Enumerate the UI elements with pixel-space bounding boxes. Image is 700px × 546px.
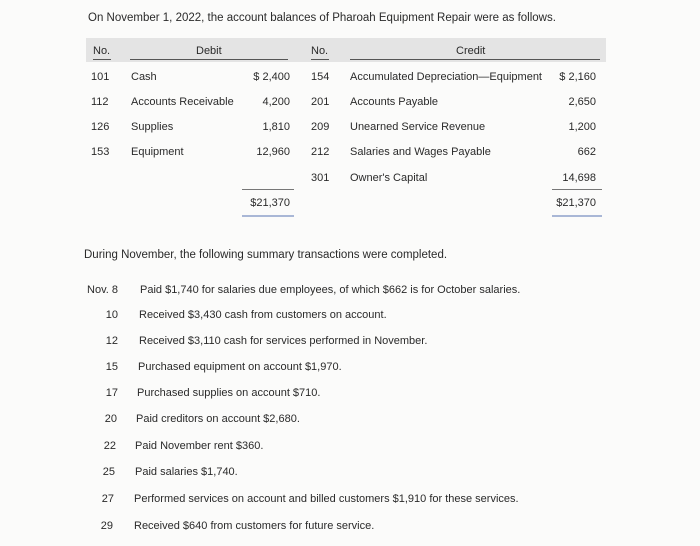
transaction-text: Performed services on account and billed customers $1,910 for these services. (134, 493, 519, 505)
transaction-text: Received $3,430 cash from customers on account. (139, 309, 387, 321)
header-no-left-underline (93, 59, 111, 60)
header-credit-underline (350, 59, 600, 60)
debit-row-no: 126 (91, 121, 110, 133)
debit-row-account: Cash (131, 71, 157, 83)
header-credit: Credit (456, 45, 486, 57)
credit-row-account: Unearned Service Revenue (350, 121, 486, 133)
debit-row-amount: 12,960 (256, 146, 290, 158)
transaction-text: Paid salaries $1,740. (135, 466, 238, 478)
credit-row-amount: 2,650 (568, 96, 596, 108)
transaction-date: 27 (101, 493, 114, 505)
header-debit: Debit (196, 45, 222, 57)
transaction-date: 25 (102, 466, 115, 478)
transaction-text: Purchased equipment on account $1,970. (138, 361, 342, 373)
debit-row-amount: 1,810 (262, 121, 290, 133)
credit-row-no: 212 (311, 146, 330, 158)
debit-row-account: Accounts Receivable (131, 96, 234, 108)
debit-total: $21,370 (250, 197, 290, 209)
credit-row-account: Accumulated Depreciation—Equipment (350, 71, 542, 83)
credit-row-account: Accounts Payable (350, 96, 439, 108)
credit-total-double-rule (552, 215, 602, 217)
transaction-text: Paid $1,740 for salaries due employees, of which $662 is for October salaries. (140, 284, 521, 296)
credit-total-rule (552, 189, 602, 190)
transaction-text: Purchased supplies on account $710. (137, 387, 321, 399)
credit-row-no: 154 (311, 71, 330, 83)
transaction-date: 12 (105, 335, 118, 347)
debit-row-no: 112 (91, 96, 109, 108)
transaction-text: Paid creditors on account $2,680. (136, 413, 300, 425)
header-no-right-underline (311, 59, 329, 60)
credit-row-amount: 662 (577, 146, 596, 158)
credit-row-no: 301 (311, 172, 330, 184)
transaction-text: Received $3,110 cash for services performed in November. (139, 335, 428, 347)
transaction-text: Paid November rent $360. (135, 440, 264, 452)
transaction-date: 15 (105, 361, 118, 373)
transaction-date: 10 (105, 309, 118, 321)
debit-row-account: Supplies (131, 121, 174, 133)
credit-total: $21,370 (556, 197, 596, 209)
debit-row-amount: $ 2,400 (253, 71, 290, 83)
credit-row-amount: 14,698 (562, 172, 596, 184)
credit-row-amount: 1,200 (568, 121, 596, 133)
credit-row-amount: $ 2,160 (559, 71, 596, 83)
transaction-date: 17 (105, 387, 118, 399)
transaction-date: Nov. 8 (87, 284, 118, 296)
intro-text: On November 1, 2022, the account balances of Pharoah Equipment Repair were as follows. (88, 12, 556, 24)
credit-row-account: Owner's Capital (350, 172, 428, 184)
during-text: During November, the following summary transactions were completed. (84, 249, 448, 261)
credit-row-account: Salaries and Wages Payable (350, 146, 491, 158)
debit-row-no: 101 (91, 71, 110, 83)
header-no-left: No. (93, 45, 111, 57)
debit-row-account: Equipment (131, 146, 184, 158)
debit-row-no: 153 (91, 146, 110, 158)
header-debit-underline (130, 59, 288, 60)
credit-row-no: 209 (311, 121, 330, 133)
debit-row-amount: 4,200 (262, 96, 290, 108)
debit-total-rule (242, 189, 294, 190)
transaction-date: 22 (103, 440, 116, 452)
transaction-text: Received $640 from customers for future service. (134, 520, 375, 532)
header-no-right: No. (311, 45, 329, 57)
transaction-date: 29 (100, 520, 113, 532)
debit-total-double-rule (242, 215, 294, 217)
transaction-date: 20 (104, 413, 117, 425)
credit-row-no: 201 (311, 96, 330, 108)
